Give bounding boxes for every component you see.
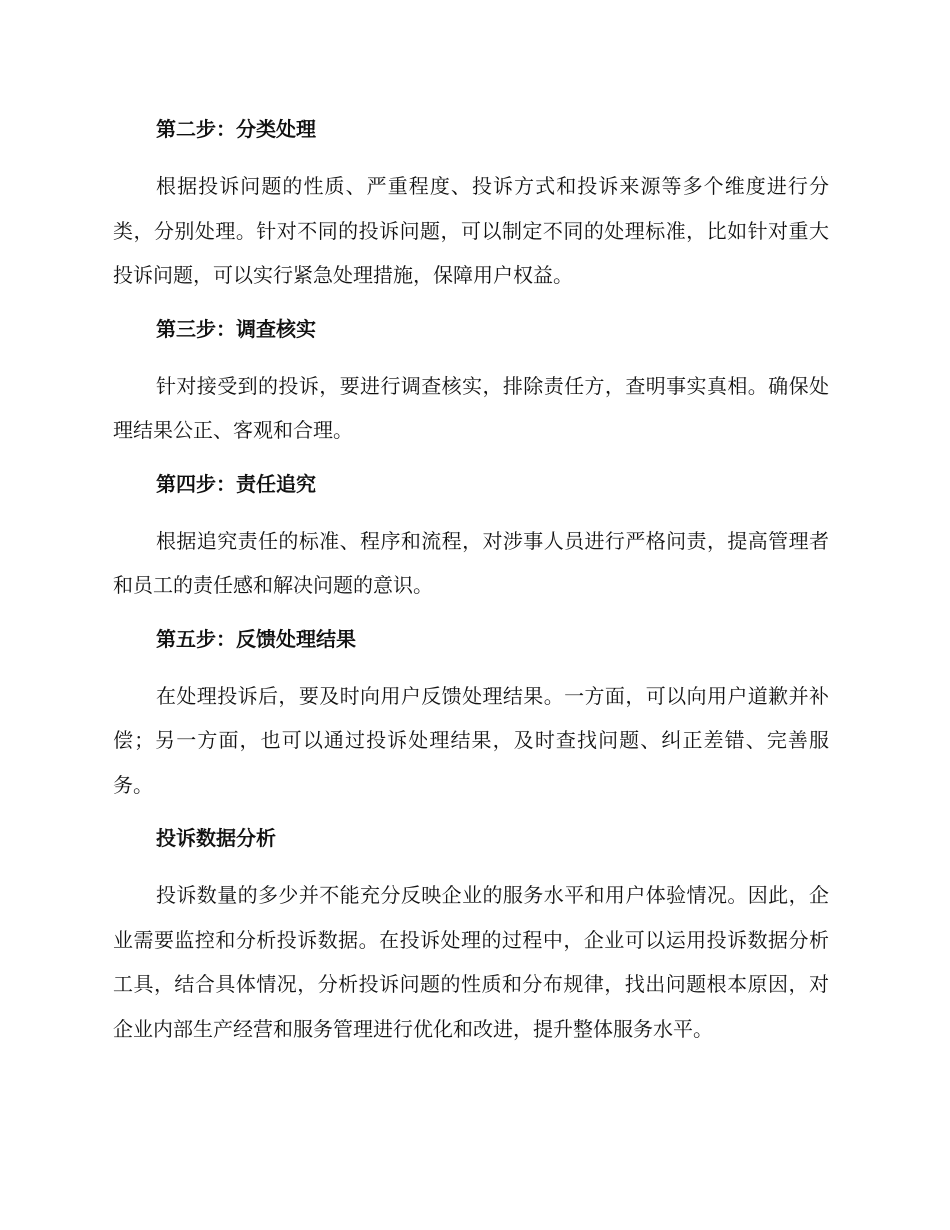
section-paragraph-data-analysis: 投诉数量的多少并不能充分反映企业的服务水平和用户体验情况。因此，企业需要监控和分析投诉数据。在投诉处理的过程中，企业可以运用投诉数据分析工具，结合具体情况，分析投诉问题的性质和分布规律，找出问题根本原因，对企业内部生产经营和服务管理进行优化和改进，提升整体服务水平。 xyxy=(113,883,829,1041)
section-paragraph-step-2: 根据投诉问题的性质、严重程度、投诉方式和投诉来源等多个维度进行分类，分别处理。针对不同的投诉问题，可以制定不同的处理标准，比如针对重大投诉问题，可以实行紧急处理措施，保障用户权益。 xyxy=(113,174,829,287)
section-heading-step-4: 第四步：责任追究 xyxy=(156,471,316,496)
section-heading-data-analysis: 投诉数据分析 xyxy=(156,826,276,850)
document-body xyxy=(113,109,829,1051)
section-paragraph-step-3: 针对接受到的投诉，要进行调查核实，排除责任方，查明事实真相。确保处理结果公正、客观和合理。 xyxy=(113,373,829,442)
section-heading-step-3: 第三步：调查核实 xyxy=(156,316,316,341)
section-heading-step-5: 第五步：反馈处理结果 xyxy=(156,626,356,651)
section-paragraph-step-5: 在处理投诉后，要及时向用户反馈处理结果。一方面，可以向用户道歉并补偿；另一方面，也可以通过投诉处理结果，及时查找问题、纠正差错、完善服务。 xyxy=(113,683,829,797)
section-paragraph-step-4: 根据追究责任的标准、程序和流程，对涉事人员进行严格问责，提高管理者和员工的责任感和解决问题的意识。 xyxy=(113,528,829,597)
section-heading-step-2: 第二步：分类处理 xyxy=(156,117,316,141)
